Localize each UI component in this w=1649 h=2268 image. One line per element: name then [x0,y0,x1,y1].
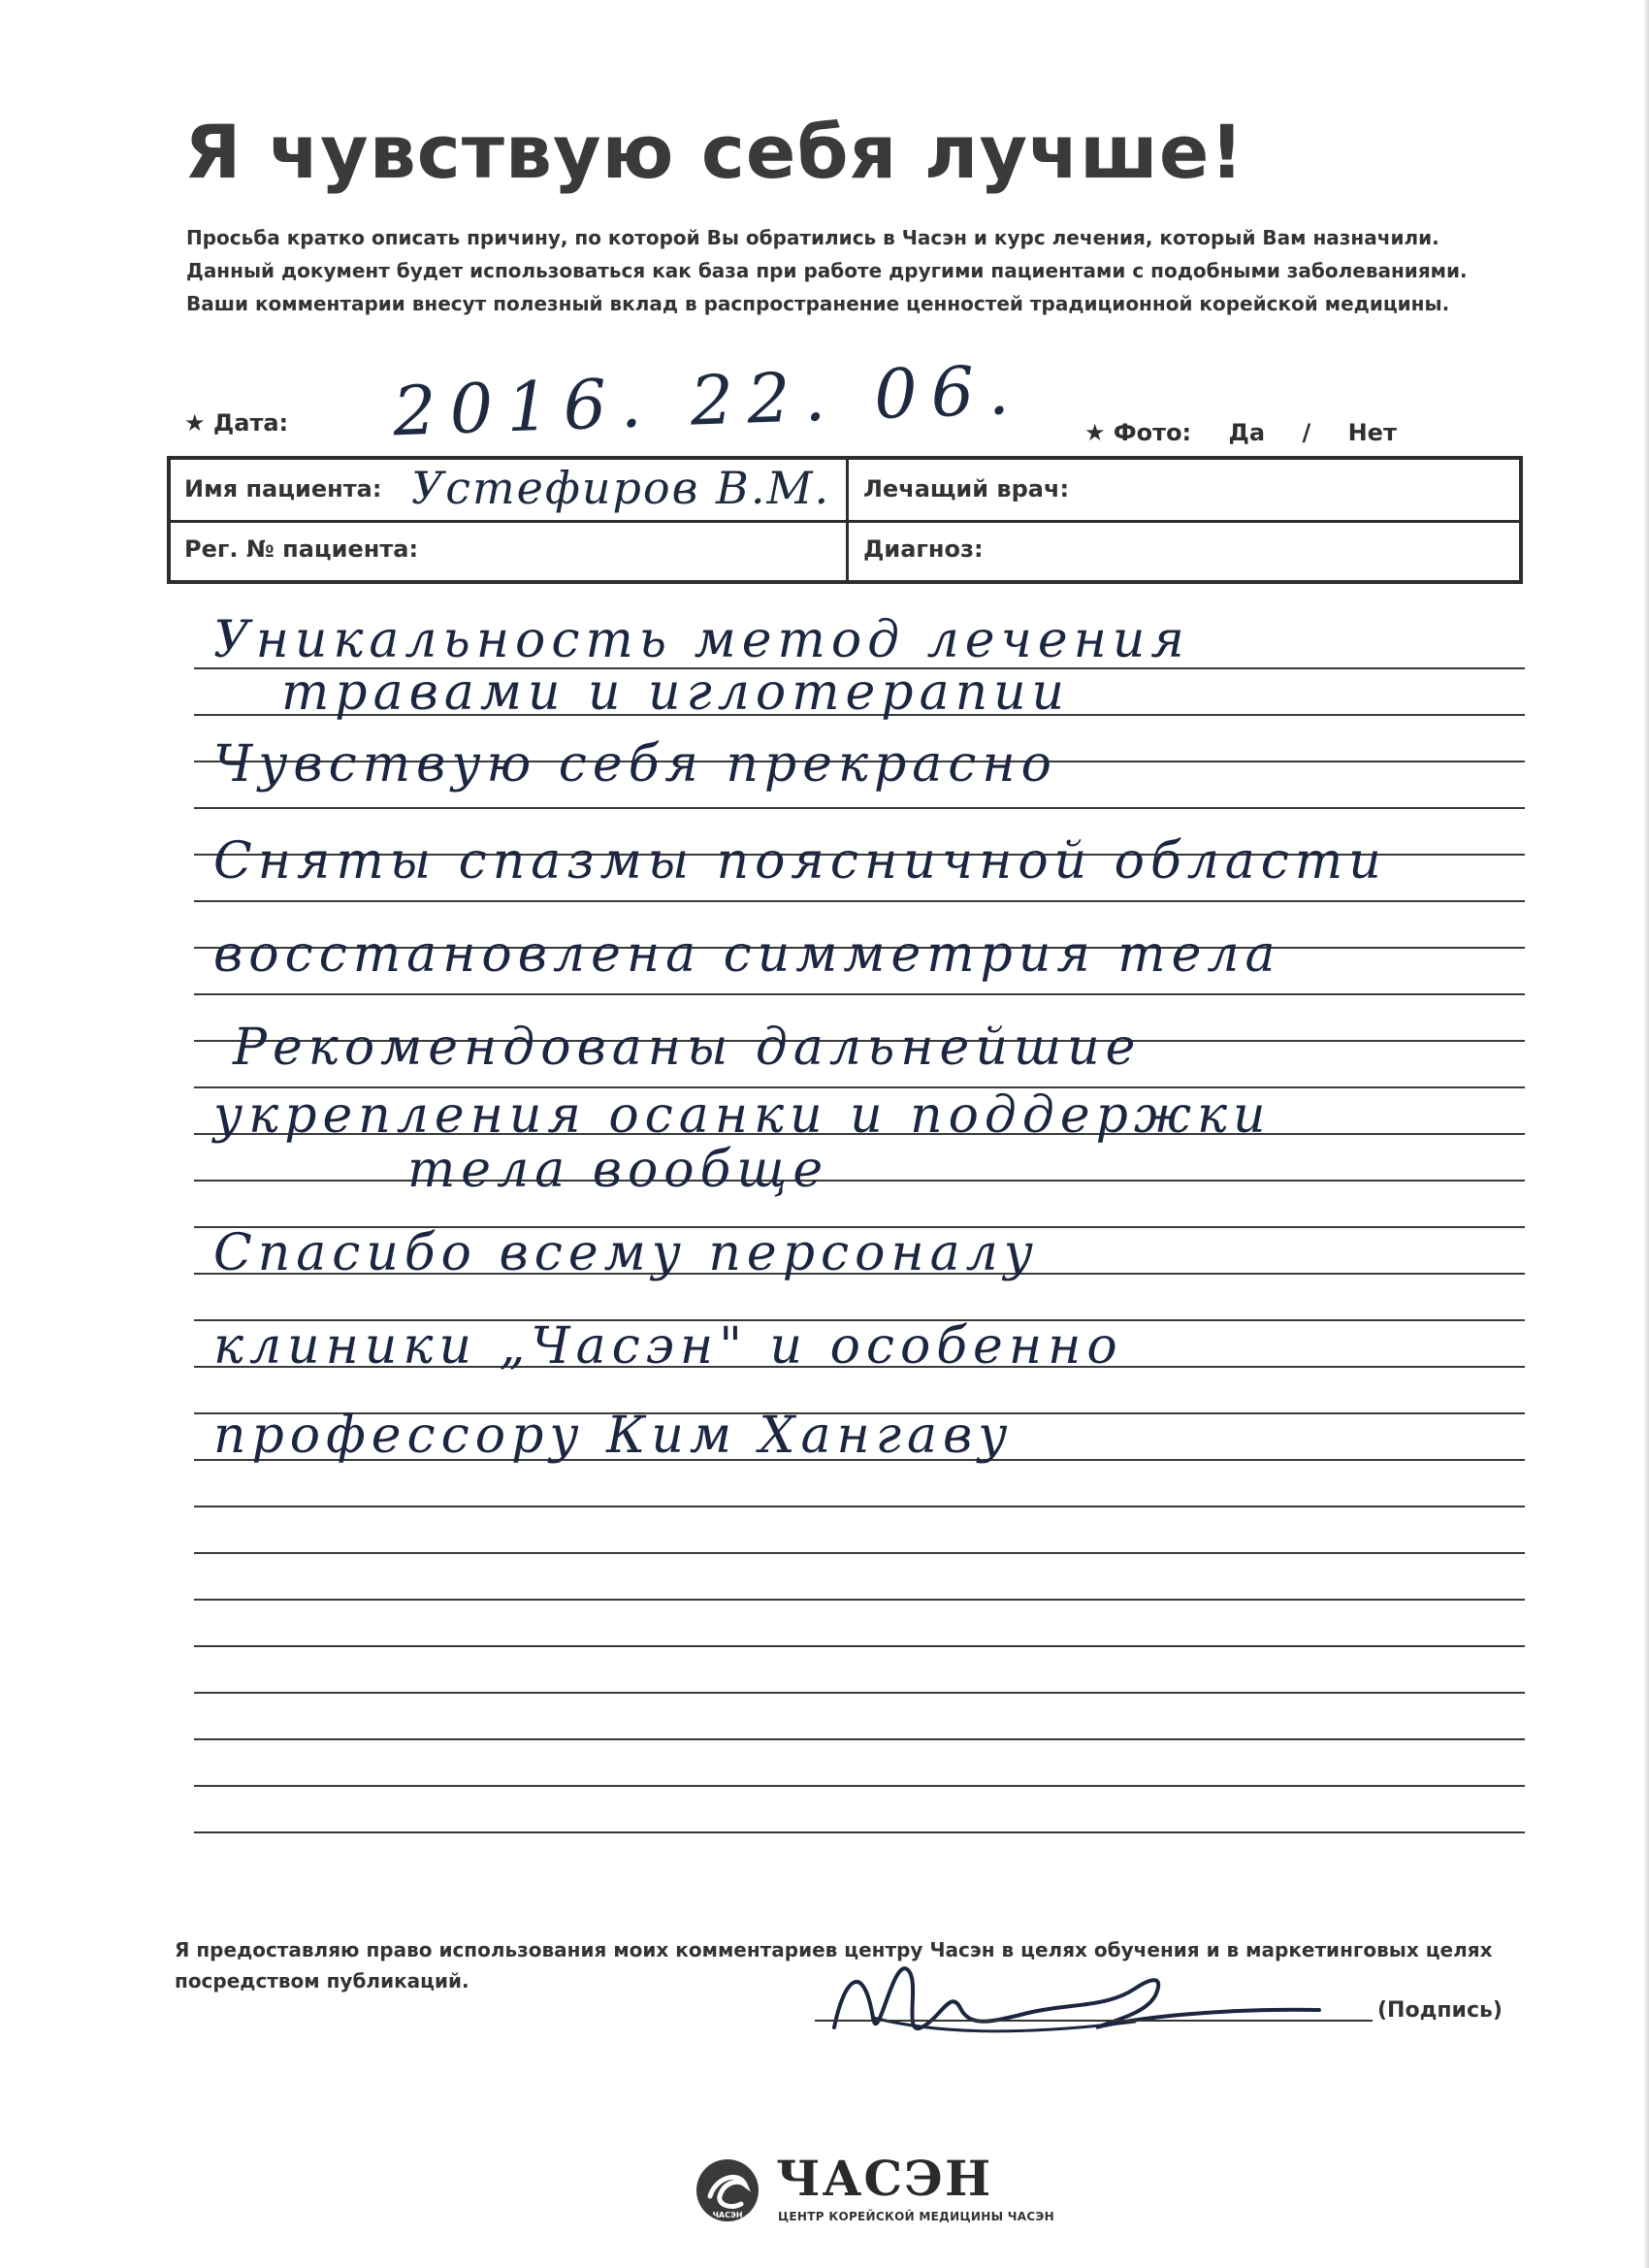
ruled-line [194,993,1525,995]
comment-line: Сняты спазмы поясничной области [213,832,1387,891]
comment-line: Чувствую себя прекрасно [213,735,1057,794]
patient-name-handwritten: Устефиров В.М. [411,462,831,514]
photo-no: Нет [1347,419,1397,446]
ruled-line [194,1552,1525,1554]
intro-line: Просьба кратко описать причину, по которой Вы обратились в Часэн и курс лечения, который Вам назначили. [186,226,1439,249]
photo-label: ★ Фото: [1084,419,1192,446]
svg-text:ЧАСЭН: ЧАСЭН [712,2211,743,2219]
ruled-line [194,1785,1525,1787]
comment-line: Рекомендованы дальнейшие [233,1019,1142,1077]
page-edge [1643,0,1649,2268]
patient-info-table [167,456,1523,584]
clinic-logo-name: ЧАСЭН [776,2150,993,2207]
intro-text [186,221,1525,320]
intro-line: Данный документ будет использоваться как база при работе другими пациентами с подобными заболеваниями. [186,259,1468,282]
ruled-line [194,1831,1525,1833]
comment-line: Спасибо всему персоналу [213,1224,1039,1282]
consent-line: Я предоставляю право использования моих комментариев центру Часэн в целях обучения и в маркетинговых целях [175,1938,1493,1961]
patient-name-label: Имя пациента: [184,475,382,502]
signature-image [815,1921,1358,2076]
photo-yes: Да [1228,419,1266,446]
ruled-line [194,1738,1525,1740]
table-divider-horizontal [171,520,1519,523]
comment-line: профессору Ким Хангаву [213,1407,1014,1465]
patient-reg-label: Рег. № пациента: [184,535,419,563]
comment-line: восстановлена симметрия тела [213,925,1281,984]
doctor-label: Лечащий врач: [863,475,1070,502]
photo-field [1084,419,1426,446]
clinic-emblem-icon [695,2157,760,2223]
clinic-logo [695,2150,1054,2233]
comment-line: тела вообще [407,1141,829,1199]
signature-label: (Подпись) [1377,1998,1503,2023]
date-handwritten: 2016. 22. 06. [391,349,1024,452]
comment-line: Уникальность метод лечения [213,611,1190,669]
ruled-line [194,807,1525,809]
ruled-line [194,1645,1525,1647]
signature-line [815,2020,1373,2022]
date-label: ★ Дата: [184,409,289,437]
diagnosis-label: Диагноз: [863,535,984,563]
ruled-line [194,1506,1525,1507]
ruled-line [194,900,1525,902]
ruled-line [194,1692,1525,1694]
comment-line: укрепления осанки и поддержки [213,1086,1272,1145]
consent-line: посредством публикаций. [175,1969,469,1993]
comment-line: клиники „Часэн" и особенно [213,1317,1123,1376]
photo-separator: / [1302,419,1311,446]
ruled-line [194,1599,1525,1601]
comment-line: травами и иглотерапии [281,664,1071,722]
page-title: Я чувствую себя лучше! [184,109,1245,195]
clinic-logo-subtitle: ЦЕНТР КОРЕЙСКОЙ МЕДИЦИНЫ ЧАСЭН [778,2210,1054,2223]
intro-line: Ваши комментарии внесут полезный вклад в распространение ценностей традиционной корейской медицины. [186,292,1450,315]
ruled-line [194,1180,1525,1182]
